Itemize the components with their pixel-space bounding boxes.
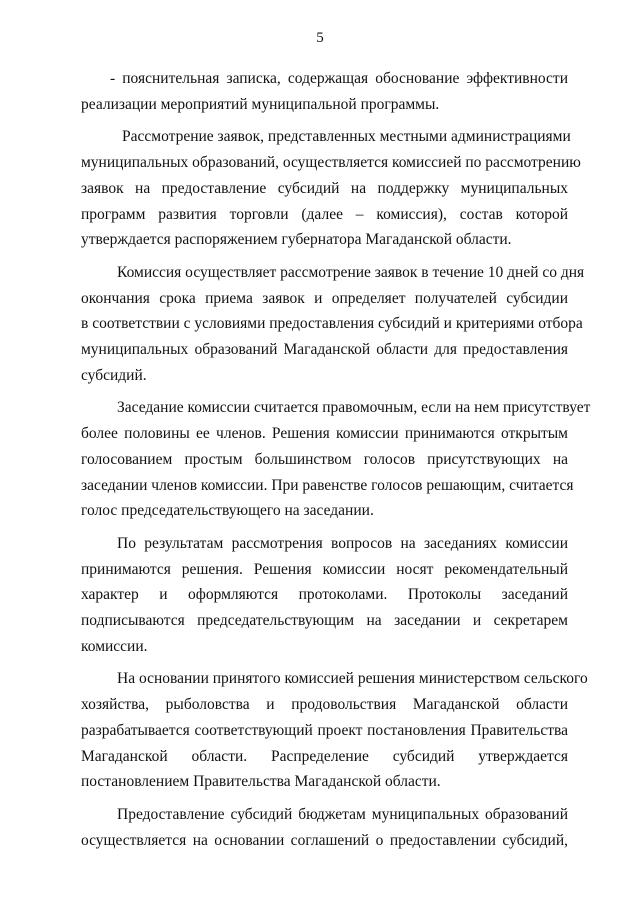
text-line: Предоставление субсидий бюджетам муниципальных образований [117,805,568,823]
text-line: утверждается распоряжением губернатора Магаданской области. [81,231,512,249]
text-line: подписываются председательствующим на заседании и секретарем [81,612,568,630]
paragraph-decisions [81,531,568,660]
text-line: более половины ее членов. Решения комиссии принимаются открытым [81,425,568,443]
paragraph-ministry-draft [81,666,588,795]
paragraph-quorum [81,395,591,524]
text-line: реализации мероприятий муниципальной программы. [81,95,440,113]
text-line: По результатам рассмотрения вопросов на заседаниях комиссии [117,534,568,552]
paragraph-application-review [81,124,581,253]
text-line: хозяйства, рыболовства и продовольствия Магаданской области [81,696,568,714]
text-line: в соответствии с условиями предоставления субсидий и критериями отбора [81,315,583,333]
text-line: характер и оформляются протоколами. Протоколы заседаний [81,586,568,604]
text-line: принимаются решения. Решения комиссии носят рекомендательный [81,560,568,578]
text-line: программ развития торговли (далее – комиссия), состав которой [81,205,568,223]
text-line: постановлением Правительства Магаданской области. [81,773,441,791]
text-line: - пояснительная записка, содержащая обоснование эффективности [110,70,568,87]
text-line: муниципальных образований, осуществляется комиссией по рассмотрению [81,154,581,172]
text-line: окончания срока приема заявок и определяет получателей субсидии [81,289,568,307]
text-line: комиссии. [81,637,148,655]
text-line: Комиссия осуществляет рассмотрение заявок в течение 10 дней со дня [117,263,585,281]
page-number: 5 [316,30,324,46]
text-line: осуществляется на основании соглашений о предоставлении субсидий, [81,831,568,849]
text-line: заседании членов комиссии. При равенстве голосов решающим, считается [81,476,574,494]
text-line: голосованием простым большинством голосов присутствующих на [81,450,568,468]
text-line: Рассмотрение заявок, представленных местными администрациями [122,128,571,146]
text-line: субсидий. [81,366,147,384]
text-line: голос председательствующего на заседании. [81,502,374,520]
text-line: Заседание комиссии считается правомочным, если на нем присутствует [117,399,591,417]
paragraph-subsidy-agreements [81,802,568,853]
text-line: муниципальных образований Магаданской области для предоставления [81,341,568,359]
text-line: На основании принятого комиссией решения министерством сельского [117,670,588,688]
text-line: Магаданской области. Распределение субсидий утверждается [81,747,568,765]
text-line: разрабатывается соответствующий проект постановления Правительства [81,721,568,739]
document-body [81,66,591,860]
paragraph-commission-term [81,260,585,389]
text-line: заявок на предоставление субсидий на поддержку муниципальных [81,179,568,197]
paragraph-explanatory-note [81,66,568,117]
